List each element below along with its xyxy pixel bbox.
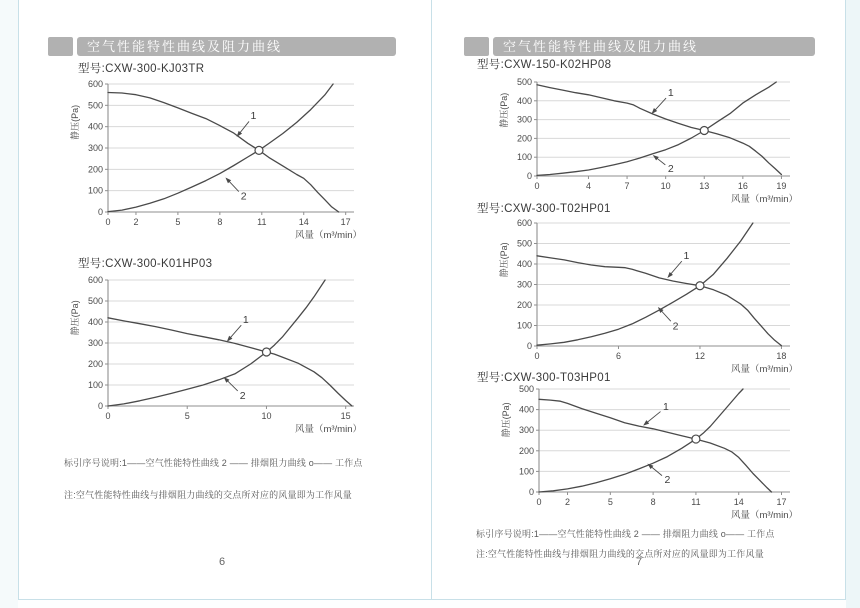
model-title-4: 型号:CXW-300-T02HP01 bbox=[477, 203, 611, 215]
y-axis-title: 静压(Pa) bbox=[499, 92, 509, 128]
y-tick-label: 500 bbox=[87, 296, 103, 306]
performance-chart-cxw-300-t02hp01 bbox=[498, 214, 804, 376]
x-tick-label: 11 bbox=[691, 497, 701, 507]
x-tick-label: 4 bbox=[585, 181, 591, 191]
section-header-left: 空气性能特性曲线及阻力曲线 bbox=[77, 37, 396, 56]
y-tick-label: 500 bbox=[518, 384, 534, 394]
model-title-2: 型号:CXW-300-K01HP03 bbox=[78, 258, 213, 270]
y-tick-label: 0 bbox=[526, 341, 532, 351]
curve-number-label: 2 bbox=[239, 389, 246, 402]
x-tick-label: 14 bbox=[298, 217, 309, 227]
y-tick-label: 600 bbox=[87, 275, 103, 285]
y-tick-label: 500 bbox=[516, 77, 532, 87]
legend-note-left: 标引序号说明:1——空气性能特性曲线 2 —— 排烟阻力曲线 o—— 工作点 bbox=[64, 458, 363, 468]
y-tick-label: 100 bbox=[516, 152, 532, 163]
exhaust-resistance-curve bbox=[537, 82, 776, 175]
air-performance-curve bbox=[537, 256, 781, 346]
x-tick-label: 17 bbox=[776, 497, 787, 507]
y-tick-label: 300 bbox=[87, 143, 103, 153]
y-tick-label: 600 bbox=[516, 218, 532, 228]
x-tick-label: 8 bbox=[217, 217, 223, 227]
legend-note-right: 标引序号说明:1——空气性能特性曲线 2 —— 排烟阻力曲线 o—— 工作点 bbox=[476, 529, 775, 539]
x-tick-label: 11 bbox=[257, 217, 267, 227]
y-tick-label: 0 bbox=[97, 401, 103, 411]
y-axis-title: 静压(Pa) bbox=[501, 402, 511, 438]
y-tick-label: 0 bbox=[526, 171, 532, 181]
x-tick-label: 2 bbox=[565, 497, 571, 507]
curve-number-label: 2 bbox=[240, 190, 247, 203]
y-tick-label: 200 bbox=[87, 359, 103, 369]
x-tick-label: 0 bbox=[536, 497, 542, 507]
page-number-right: 7 bbox=[636, 556, 643, 568]
annotation-arrow-line bbox=[229, 325, 241, 339]
y-tick-label: 200 bbox=[518, 445, 534, 456]
y-tick-label: 300 bbox=[87, 338, 103, 348]
annotation-arrow-line bbox=[646, 412, 660, 424]
y-tick-label: 100 bbox=[87, 185, 103, 196]
working-point-marker bbox=[692, 435, 700, 443]
frame-border-right bbox=[845, 0, 846, 600]
working-point-note-right: 注:空气性能特性曲线与排烟阻力曲线的交点所对应的风量即为工作风量 bbox=[476, 549, 764, 559]
y-tick-label: 300 bbox=[518, 425, 534, 436]
x-tick-label: 17 bbox=[340, 217, 351, 227]
frame-border-left bbox=[18, 0, 19, 600]
y-tick-label: 400 bbox=[516, 259, 532, 269]
x-tick-label: 7 bbox=[624, 181, 630, 191]
y-tick-label: 400 bbox=[516, 95, 532, 106]
y-tick-label: 500 bbox=[87, 100, 103, 111]
annotation-arrow-line bbox=[654, 98, 666, 111]
curve-number-label: 2 bbox=[667, 163, 674, 176]
header-accent-square-right bbox=[464, 37, 489, 56]
model-title-5: 型号:CXW-300-T03HP01 bbox=[477, 372, 611, 384]
y-tick-label: 200 bbox=[516, 133, 532, 144]
annotation-arrow-line bbox=[651, 466, 662, 475]
model-title-3: 型号:CXW-150-K02HP08 bbox=[477, 59, 612, 71]
y-tick-label: 100 bbox=[516, 320, 532, 331]
performance-chart-cxw-150-k02hp08 bbox=[498, 74, 804, 206]
y-tick-label: 400 bbox=[87, 317, 103, 327]
curve-number-label: 2 bbox=[672, 320, 679, 333]
performance-chart-cxw-300-kj03tr bbox=[60, 76, 370, 242]
curve-number-label: 1 bbox=[663, 401, 669, 414]
working-point-marker bbox=[262, 348, 270, 356]
model-title-1: 型号:CXW-300-KJ03TR bbox=[78, 63, 205, 75]
x-tick-label: 6 bbox=[615, 351, 621, 361]
x-tick-label: 2 bbox=[133, 217, 139, 227]
y-axis-title: 静压(Pa) bbox=[70, 104, 80, 140]
y-tick-label: 100 bbox=[87, 380, 103, 390]
page-divider-line bbox=[431, 0, 432, 600]
x-tick-label: 19 bbox=[776, 181, 787, 191]
x-tick-label: 0 bbox=[534, 351, 540, 361]
performance-chart-cxw-300-t03hp01 bbox=[498, 382, 804, 522]
y-tick-label: 0 bbox=[97, 207, 103, 217]
x-tick-label: 10 bbox=[660, 181, 671, 191]
curve-number-label: 1 bbox=[242, 313, 249, 326]
working-point-note-left: 注:空气性能特性曲线与排烟阻力曲线的交点所对应的风量即为工作风量 bbox=[64, 490, 352, 500]
annotation-arrow-line bbox=[670, 261, 682, 275]
y-tick-label: 600 bbox=[87, 79, 103, 89]
x-tick-label: 16 bbox=[737, 181, 748, 191]
x-axis-title: 风量（m³/min） bbox=[730, 364, 798, 375]
x-tick-label: 10 bbox=[261, 411, 272, 421]
x-tick-label: 8 bbox=[650, 497, 656, 507]
scan-edge-left bbox=[0, 0, 18, 608]
y-tick-label: 100 bbox=[518, 466, 534, 477]
y-tick-label: 200 bbox=[87, 164, 103, 175]
section-header-right: 空气性能特性曲线及阻力曲线 bbox=[493, 37, 815, 56]
y-tick-label: 500 bbox=[516, 238, 532, 249]
x-axis-title: 风量（m³/min） bbox=[730, 194, 798, 205]
annotation-arrow-line bbox=[239, 121, 249, 133]
curve-number-label: 1 bbox=[683, 249, 690, 262]
y-tick-label: 400 bbox=[518, 404, 534, 415]
page-number-left: 6 bbox=[219, 556, 226, 568]
y-tick-label: 400 bbox=[87, 121, 103, 132]
curve-number-label: 1 bbox=[667, 86, 674, 99]
x-tick-label: 0 bbox=[105, 217, 111, 227]
scan-edge-right bbox=[846, 0, 860, 608]
y-tick-label: 200 bbox=[516, 300, 532, 310]
curve-number-label: 1 bbox=[250, 110, 257, 122]
frame-border-bottom bbox=[18, 599, 845, 600]
x-axis-title: 风量（m³/min） bbox=[730, 510, 798, 521]
air-performance-curve bbox=[108, 318, 352, 406]
working-point-marker bbox=[700, 127, 708, 135]
annotation-arrow-line bbox=[661, 310, 671, 321]
air-performance-curve bbox=[539, 399, 772, 492]
y-tick-label: 0 bbox=[528, 487, 534, 497]
working-point-marker bbox=[255, 146, 263, 154]
annotation-arrow-line bbox=[228, 180, 239, 191]
x-tick-label: 5 bbox=[175, 217, 181, 227]
air-performance-curve bbox=[108, 93, 339, 213]
x-tick-label: 14 bbox=[733, 497, 744, 507]
x-axis-title: 风量（m³/min） bbox=[294, 424, 362, 435]
y-tick-label: 300 bbox=[516, 279, 532, 290]
x-tick-label: 13 bbox=[699, 181, 710, 191]
air-performance-curve bbox=[537, 85, 781, 175]
x-tick-label: 18 bbox=[776, 351, 787, 361]
x-tick-label: 5 bbox=[184, 411, 190, 421]
x-tick-label: 15 bbox=[340, 411, 351, 421]
y-tick-label: 300 bbox=[516, 114, 532, 125]
x-axis-title: 风量（m³/min） bbox=[294, 230, 362, 241]
working-point-marker bbox=[696, 282, 704, 290]
x-tick-label: 5 bbox=[607, 497, 613, 507]
x-tick-label: 12 bbox=[694, 351, 705, 361]
y-axis-title: 静压(Pa) bbox=[499, 242, 509, 278]
performance-chart-cxw-300-k01hp03 bbox=[60, 272, 370, 436]
curve-number-label: 2 bbox=[664, 474, 671, 487]
x-tick-label: 0 bbox=[105, 411, 111, 421]
x-tick-label: 0 bbox=[534, 181, 540, 191]
y-axis-title: 静压(Pa) bbox=[70, 300, 80, 336]
header-accent-square-left bbox=[48, 37, 73, 56]
